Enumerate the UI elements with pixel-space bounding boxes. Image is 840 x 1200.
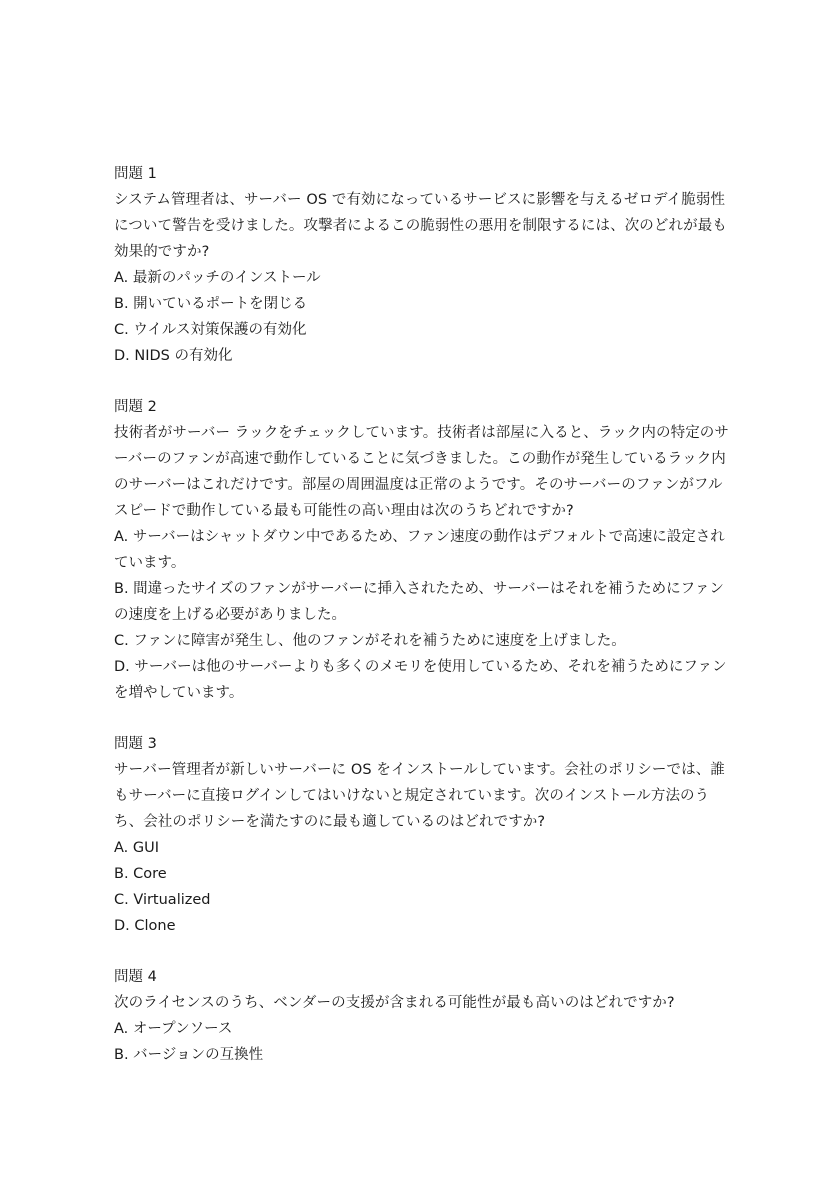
option-a: A. GUI (114, 840, 160, 856)
question-title: 問題 3 (114, 736, 157, 752)
option-b: B. 間違ったサイズのファンがサーバーに挿入されたため、サーバーはそれを補うためにファンの速度を上げる必要がありました。 (114, 581, 724, 623)
option-d: D. サーバーは他のサーバーよりも多くのメモリを使用しているため、それを補うためにファンを増やしています。 (114, 659, 727, 701)
option-c: C. ファンに障害が発生し、他のファンがそれを補うために速度を上げました。 (114, 633, 626, 649)
option-d: D. Clone (114, 918, 176, 934)
question-text: システム管理者は、サーバー OS で有効になっているサービスに影響を与えるゼロデイ脆弱性について警告を受けました。攻撃者によるこの脆弱性の悪用を制限するには、次のどれが最も効果的ですか? (114, 192, 727, 260)
option-d: D. NIDS の有効化 (114, 348, 233, 364)
question-title: 問題 1 (114, 166, 157, 182)
option-b: B. Core (114, 866, 167, 882)
question-2 (114, 394, 734, 706)
question-3 (114, 731, 734, 939)
question-title: 問題 4 (114, 969, 157, 985)
option-c: C. ウイルス対策保護の有効化 (114, 322, 307, 338)
question-title: 問題 2 (114, 399, 157, 415)
option-a: A. オープンソース (114, 1021, 233, 1037)
option-list (114, 835, 734, 939)
option-a: A. 最新のパッチのインストール (114, 270, 321, 286)
question-text: サーバー管理者が新しいサーバーに OS をインストールしています。会社のポリシーでは、誰もサーバーに直接ログインしてはいけないと規定されています。次のインストール方法のうち、会社のポリシーを満たすのに最も適しているのはどれですか? (114, 762, 725, 830)
document-page (114, 161, 734, 1093)
option-c: C. Virtualized (114, 892, 211, 908)
option-list (114, 524, 734, 706)
option-a: A. サーバーはシャットダウン中であるため、ファン速度の動作はデフォルトで高速に設定されています。 (114, 529, 725, 571)
question-1 (114, 161, 734, 369)
question-4 (114, 964, 734, 1068)
option-b: B. バージョンの互換性 (114, 1047, 264, 1063)
question-text: 次のライセンスのうち、ベンダーの支援が含まれる可能性が最も高いのはどれですか? (114, 995, 675, 1011)
option-b: B. 開いているポートを閉じる (114, 296, 308, 312)
option-list (114, 265, 734, 369)
option-list (114, 1016, 734, 1068)
question-text: 技術者がサーバー ラックをチェックしています。技術者は部屋に入ると、ラック内の特定のサーバーのファンが高速で動作していることに気づきました。この動作が発生しているラック内のサーバーはこれだけです。部屋の周囲温度は正常のようです。そのサーバーのファンがフルスピードで動作している最も可能性の高い理由は次のうちどれですか? (114, 425, 730, 519)
